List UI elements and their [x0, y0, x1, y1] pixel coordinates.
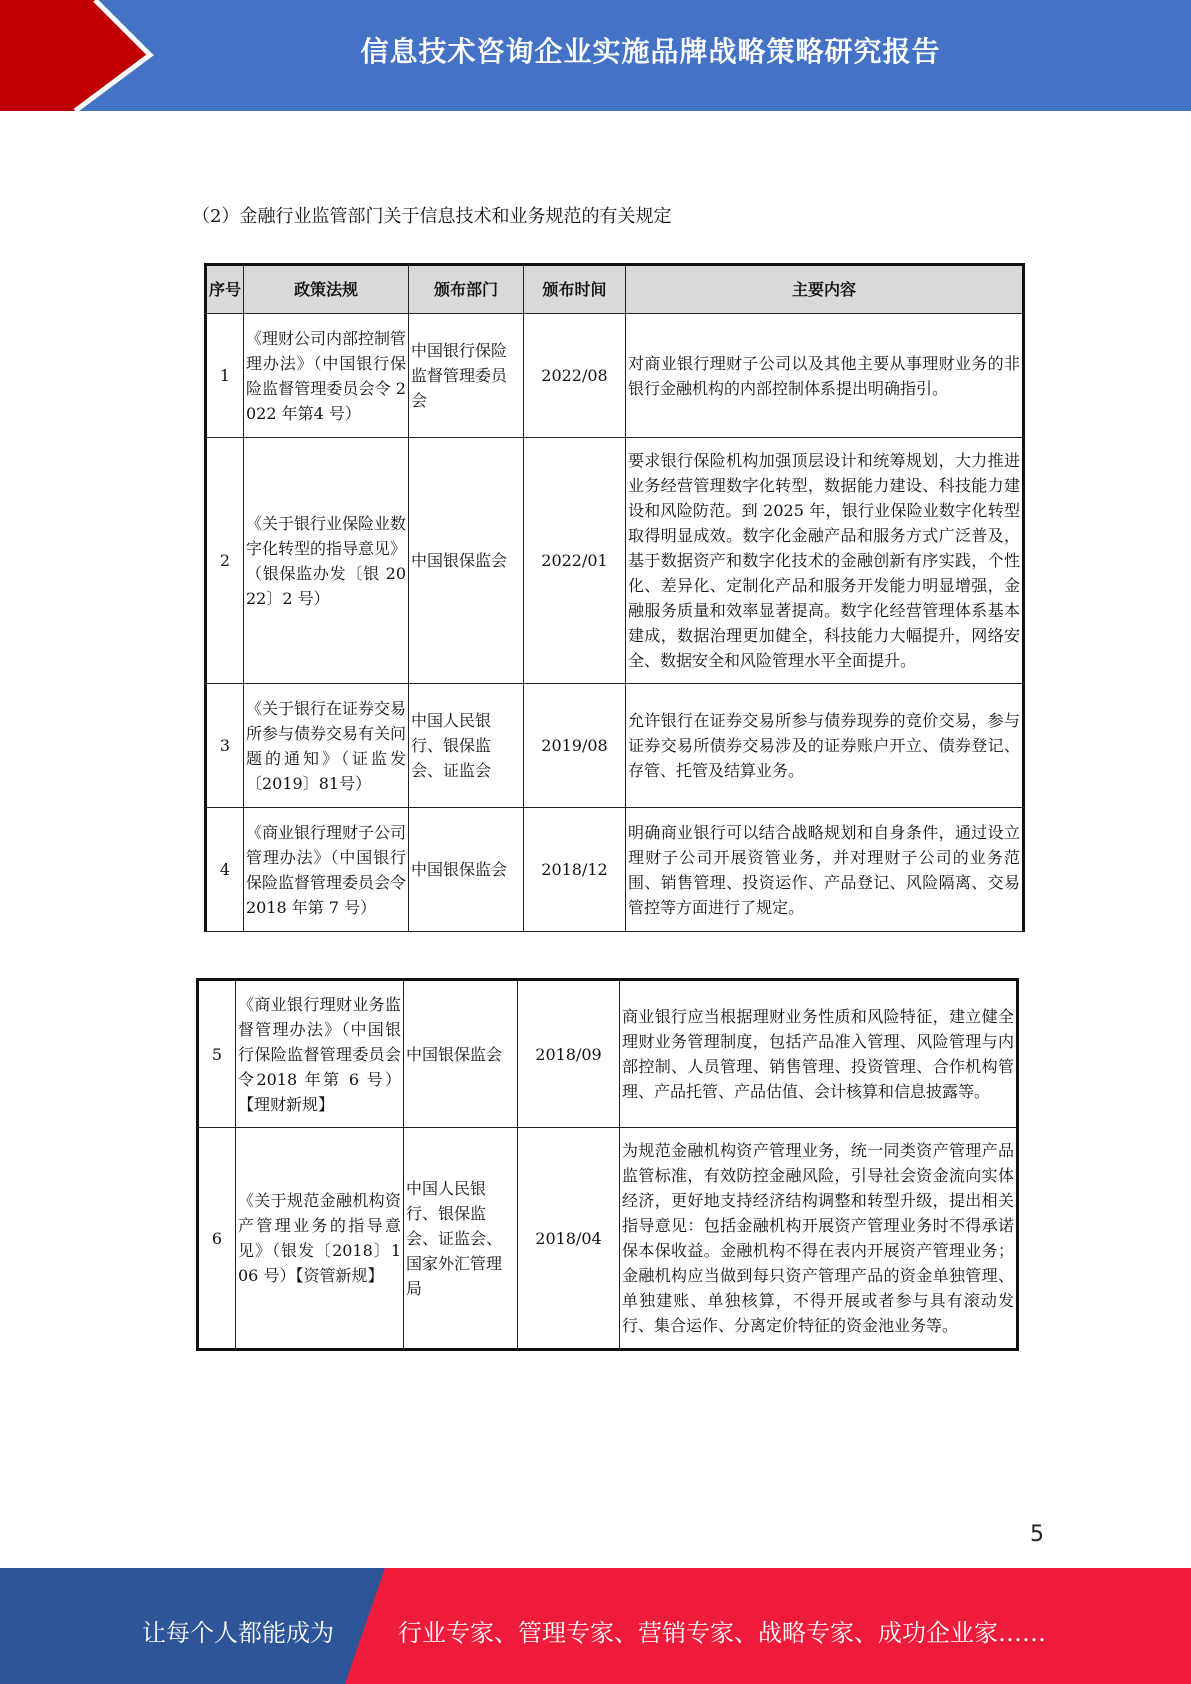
cell-date: 2022/08: [524, 314, 626, 438]
cell-content: 商业银行应当根据理财业务性质和风险特征，建立健全理财业务管理制度，包括产品准入管理、风险管理与内部控制、人员管理、销售管理、投资管理、合作机构管理、产品托管、产品估值、会计核算和信息披露等。: [620, 980, 1018, 1128]
table-row: [206, 808, 1024, 932]
cell-seq: 3: [206, 684, 244, 808]
cell-seq: 2: [206, 438, 244, 684]
cell-dept: 中国银保监会: [409, 438, 524, 684]
table-row: [206, 684, 1024, 808]
cell-content: 为规范金融机构资产管理业务，统一同类资产管理产品监管标准，有效防控金融风险，引导社会资金流向实体经济，更好地支持经济结构调整和转型升级，提出相关指导意见：包括金融机构开展资产管理业务时不得承诺保本保收益。金融机构不得在表内开展资产管理业务；金融机构应当做到每只资产管理产品的资金单独管理、单独建账、单独核算，不得开展或者参与具有滚动发行、集合运作、分离定价特征的资金池业务等。: [620, 1128, 1018, 1350]
cell-date: 2018/12: [524, 808, 626, 932]
table-row: [206, 438, 1024, 684]
header-red-chevron: [0, 0, 150, 111]
column-header-seq: 序号: [206, 265, 244, 314]
table-header-row: [206, 265, 1024, 314]
cell-date: 2022/01: [524, 438, 626, 684]
column-header-dept: 颁布部门: [409, 265, 524, 314]
section-heading: （2）金融行业监管部门关于信息技术和业务规范的有关规定: [192, 206, 672, 227]
cell-content: 要求银行保险机构加强顶层设计和统筹规划，大力推进业务经营管理数字化转型，数据能力建设、科技能力建设和风险防范。到 2025 年，银行业保险业数字化转型取得明显成效。数字化金融产品和服务方式广泛普及，基于数据资产和数字化技术的金融创新有序实践，个性化、差异化、定制化产品和服务开发能力明显增强，金融服务质量和效率显著提高。数字化经营管理体系基本建成，数据治理更加健全，科技能力大幅提升，网络安全、数据安全和风险管理水平全面提升。: [626, 438, 1024, 684]
cell-law: 《关于银行业保险业数字化转型的指导意见》（银保监办发〔银 2022〕2 号）: [244, 438, 409, 684]
cell-date: 2018/04: [518, 1128, 620, 1350]
column-header-content: 主要内容: [626, 265, 1024, 314]
cell-seq: 5: [198, 980, 236, 1128]
table-row: [198, 980, 1018, 1128]
regulation-table-part-2: [196, 978, 1019, 1351]
cell-law: 《商业银行理财业务监督管理办法》（中国银行保险监督管理委员会令2018 年第 6 号）【理财新规】: [236, 980, 404, 1128]
cell-seq: 4: [206, 808, 244, 932]
footer-slogan-right: 行业专家、管理专家、营销专家、战略专家、成功企业家……: [398, 1619, 1046, 1647]
page-footer: [0, 1568, 1191, 1684]
cell-law: 《理财公司内部控制管理办法》（中国银行保险监督管理委员会令 2022 年第4 号）: [244, 314, 409, 438]
page-number: 5: [1030, 1522, 1044, 1547]
column-header-date: 颁布时间: [524, 265, 626, 314]
cell-content: 明确商业银行可以结合战略规划和自身条件，通过设立理财子公司开展资管业务，并对理财子公司的业务范围、销售管理、投资运作、产品登记、风险隔离、交易管控等方面进行了规定。: [626, 808, 1024, 932]
cell-seq: 1: [206, 314, 244, 438]
column-header-law: 政策法规: [244, 265, 409, 314]
footer-slogan-left: 让每个人都能成为: [142, 1619, 334, 1647]
table-row: [198, 1128, 1018, 1350]
cell-dept: 中国人民银行、银保监会、证监会: [409, 684, 524, 808]
cell-seq: 6: [198, 1128, 236, 1350]
cell-dept: 中国银保监会: [409, 808, 524, 932]
cell-dept: 中国银行保险监督管理委员会: [409, 314, 524, 438]
cell-law: 《关于规范金融机构资产管理业务的指导意见》（银发〔2018〕106 号）【资管新规】: [236, 1128, 404, 1350]
report-title: 信息技术咨询企业实施品牌战略策略研究报告: [360, 35, 941, 68]
cell-dept: 中国银保监会: [404, 980, 518, 1128]
cell-date: 2018/09: [518, 980, 620, 1128]
table-row: [206, 314, 1024, 438]
cell-dept: 中国人民银行、银保监会、证监会、国家外汇管理局: [404, 1128, 518, 1350]
cell-content: 对商业银行理财子公司以及其他主要从事理财业务的非银行金融机构的内部控制体系提出明确指引。: [626, 314, 1024, 438]
regulation-table-part-1: [204, 263, 1025, 932]
page-header: [0, 0, 1191, 111]
cell-law: 《关于银行在证券交易所参与债券交易有关问题的通知》（证监发〔2019〕81号）: [244, 684, 409, 808]
cell-date: 2019/08: [524, 684, 626, 808]
cell-law: 《商业银行理财子公司管理办法》（中国银行保险监督管理委员会令 2018 年第 7 号）: [244, 808, 409, 932]
cell-content: 允许银行在证券交易所参与债券现券的竞价交易，参与证券交易所债券交易涉及的证券账户开立、债券登记、存管、托管及结算业务。: [626, 684, 1024, 808]
